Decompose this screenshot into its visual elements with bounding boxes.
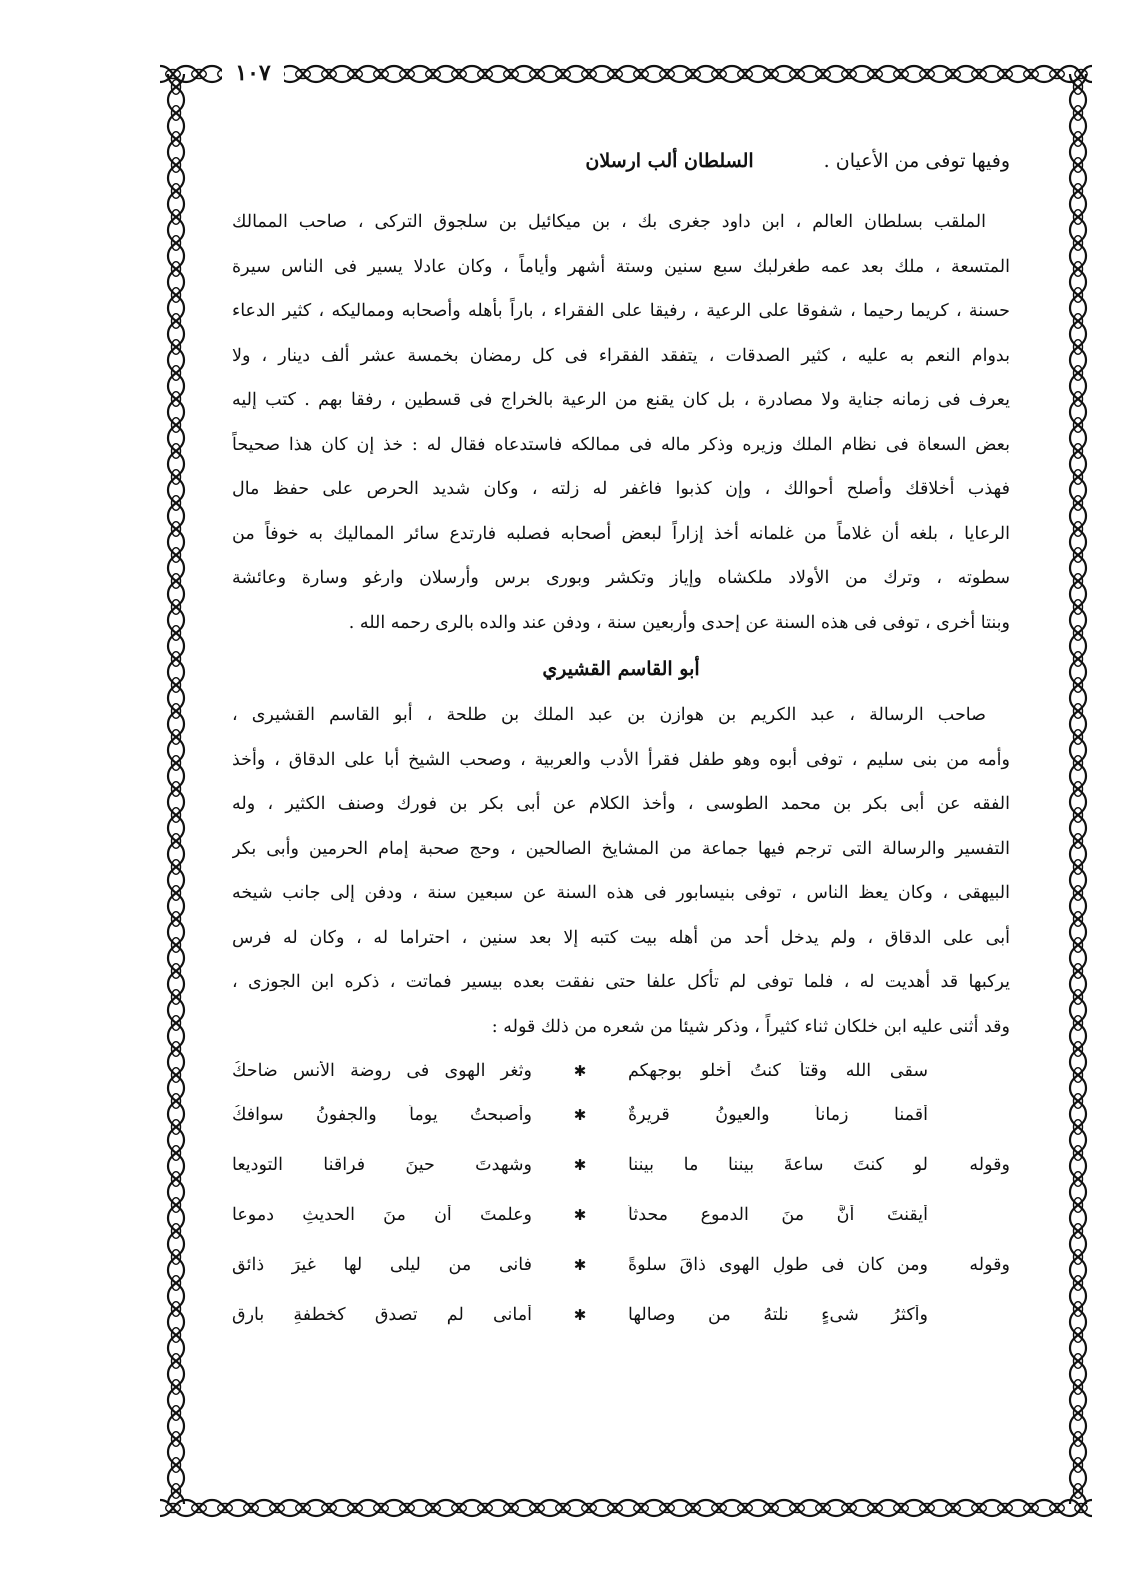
star-separator-icon: ✱ xyxy=(573,1156,587,1174)
verse-first-hemistich: سقى الله وقتاً كنتُ أخلو بوجهكم xyxy=(628,1061,928,1081)
text-line: الملقب بسلطان العالم ، ابن داود جغرى بك ، بن ميكائيل بن سلجوق التركى ، صاحب الممالك xyxy=(232,212,986,232)
verse-first-hemistich: أيقنتَ أنَّ منَ الدموع محدثاً xyxy=(628,1205,928,1225)
text-line: صاحب الرسالة ، عبد الكريم بن هوازن بن عبد الملك بن طلحة ، أبو القاسم القشيرى ، xyxy=(232,705,986,725)
text-line: فهذب أخلاقك وأصلح أحوالك ، وإن كذبوا فاغفر له زلته ، وكان شديد الحرص على حفظ مال xyxy=(232,479,1010,499)
star-separator-icon: ✱ xyxy=(573,1306,587,1324)
border-bottom-chain xyxy=(160,1500,1092,1516)
verse-intro: وقوله xyxy=(969,1255,1010,1275)
verse-first-hemistich: لو كنتَ ساعةَ بيننا ما بيننا xyxy=(628,1155,928,1175)
text-line: بدوام النعم به عليه ، كثير الصدقات ، يتفقد الفقراء فى كل رمضان بخمسة عشر ألف دينار ، ولا xyxy=(232,345,1010,366)
text-line: المتسعة ، ملك بعد عمه طغرلبك سبع سنين وستة أشهر وأياماً ، وكان عادلا يسير فى الناس سيرة xyxy=(232,256,1010,277)
verse-body xyxy=(232,1205,928,1225)
verse-body xyxy=(232,1155,928,1175)
section-title-qushayri: أبو القاسم القشيري xyxy=(542,658,700,680)
verse-body xyxy=(232,1061,928,1081)
border-right-chain xyxy=(1070,74,1086,1504)
verse-second-hemistich: وأصبحتُ يوماً والجفونُ سوافكُ xyxy=(232,1105,532,1125)
text-line: البيهقى ، وكان يعظ الناس ، توفى بنيسابور فى هذه السنة عن سبعين سنة ، ودفن إلى جانب شيخه xyxy=(232,883,1010,903)
text-line: يركبها قد أهديت له ، فلما توفى لم تأكل علفا حتى نفقت بعده بيسير فماتت ، ذكره ابن الجوزى ، xyxy=(232,972,1010,992)
verse-second-hemistich: وثغر الهوى فى روضة الأنس ضاحكُ xyxy=(232,1061,532,1081)
verse-body xyxy=(232,1105,928,1125)
heading-intro: وفيها توفى من الأعيان . xyxy=(823,150,1010,172)
verse-second-hemistich: وشهدتَ حينَ فراقنا التوديعا xyxy=(232,1155,532,1175)
verse-body xyxy=(232,1305,928,1325)
text-line: سطوته ، وترك من الأولاد ملكشاه وإياز وتكشر وبورى برس وأرسلان وارغو وسارة وعائشة xyxy=(232,568,1010,588)
verse-second-hemistich: فانى من ليلى لها غيرَ ذائقِ xyxy=(232,1255,532,1275)
text-line: الرعايا ، بلغه أن غلاماً من غلمانه أخذ إزاراً لبعض أصحابه فصلبه فارتدع سائر المماليك به خوفاً من xyxy=(232,523,1010,544)
verse-row xyxy=(232,1049,1010,1093)
section-title-alp-arslan: السلطان ألب ارسلان xyxy=(585,150,754,172)
verse-row xyxy=(232,1243,1010,1287)
verse-row xyxy=(232,1093,1010,1137)
paragraph-alp-arslan xyxy=(232,200,1010,645)
verse-first-hemistich: وأكثرُ شىءٍ نلتهُ من وصالها xyxy=(628,1305,928,1325)
verse-intro: وقوله xyxy=(969,1155,1010,1175)
verse-row xyxy=(232,1293,1010,1337)
text-line: بعض السعاة فى نظام الملك وزيره وذكر ماله فى ممالكه فاستدعاه فقال له : خذ إن كان هذا صحيحاً xyxy=(232,434,1010,455)
verse-row xyxy=(232,1193,1010,1237)
text-line: وأمه من بنى سليم ، توفى أبوه وهو طفل فقرأ الأدب والعربية ، وصحب الشيخ أبا على الدقاق ، وأخذ xyxy=(232,749,1010,770)
page-content xyxy=(232,150,1010,1337)
border-left-chain xyxy=(168,74,184,1504)
page-number: ١٠٧ xyxy=(222,56,284,90)
star-separator-icon: ✱ xyxy=(573,1256,587,1274)
text-line: حسنة ، كريما رحيما ، شفوقا على الرعية ، رفيقا على الفقراء ، باراً بأهله وأصحابه ومماليكه ، كثير الدعاء xyxy=(232,301,1010,321)
text-line: وبنتا أخرى ، توفى فى هذه السنة عن إحدى وأربعين سنة ، ودفن عند والده بالرى رحمه الله . xyxy=(348,612,1010,633)
star-separator-icon: ✱ xyxy=(573,1106,587,1124)
poem-verses xyxy=(232,1049,1010,1337)
verse-first-hemistich: أقمنا زماناً والعيونُ قريرةٌ xyxy=(628,1105,928,1125)
star-separator-icon: ✱ xyxy=(573,1062,587,1080)
verse-second-hemistich: وعلمتَ أن منَ الحديثِ دموعا xyxy=(232,1205,532,1225)
text-line: يعرف فى زمانه جناية ولا مصادرة ، بل كان يقنع من الرعية بالخراج فى قسطين ، رفقا بهم . كتب إليه xyxy=(232,390,1010,410)
verse-row xyxy=(232,1143,1010,1187)
verse-second-hemistich: أمانى لم تصدق كخطفةِ بارقِ xyxy=(232,1305,532,1325)
verse-body xyxy=(232,1255,928,1275)
text-line: أبى على الدقاق ، ولم يدخل أحد من أهله بيت كتبه إلا بعد سنين ، احتراما له ، وكان له فرس xyxy=(232,927,1010,948)
heading-line xyxy=(232,150,1010,200)
text-line: التفسير والرسالة التى ترجم فيها جماعة من المشايخ الصالحين ، وحج صحبة إمام الحرمين وأبى بكر xyxy=(232,838,1010,859)
border-top-chain xyxy=(160,66,1092,82)
text-line: وقد أثنى عليه ابن خلكان ثناء كثيراً ، وذكر شيئا من شعره من ذلك قوله : xyxy=(491,1016,1010,1037)
paragraph-qushayri xyxy=(232,693,1010,1049)
text-line: الفقه عن أبى بكر بن محمد الطوسى ، وأخذ الكلام عن أبى بكر بن فورك وصنف الكثير ، وله xyxy=(232,794,1010,814)
star-separator-icon: ✱ xyxy=(573,1206,587,1224)
verse-first-hemistich: ومن كان فى طولِ الهوى ذاقَ سلوةً xyxy=(628,1255,928,1275)
